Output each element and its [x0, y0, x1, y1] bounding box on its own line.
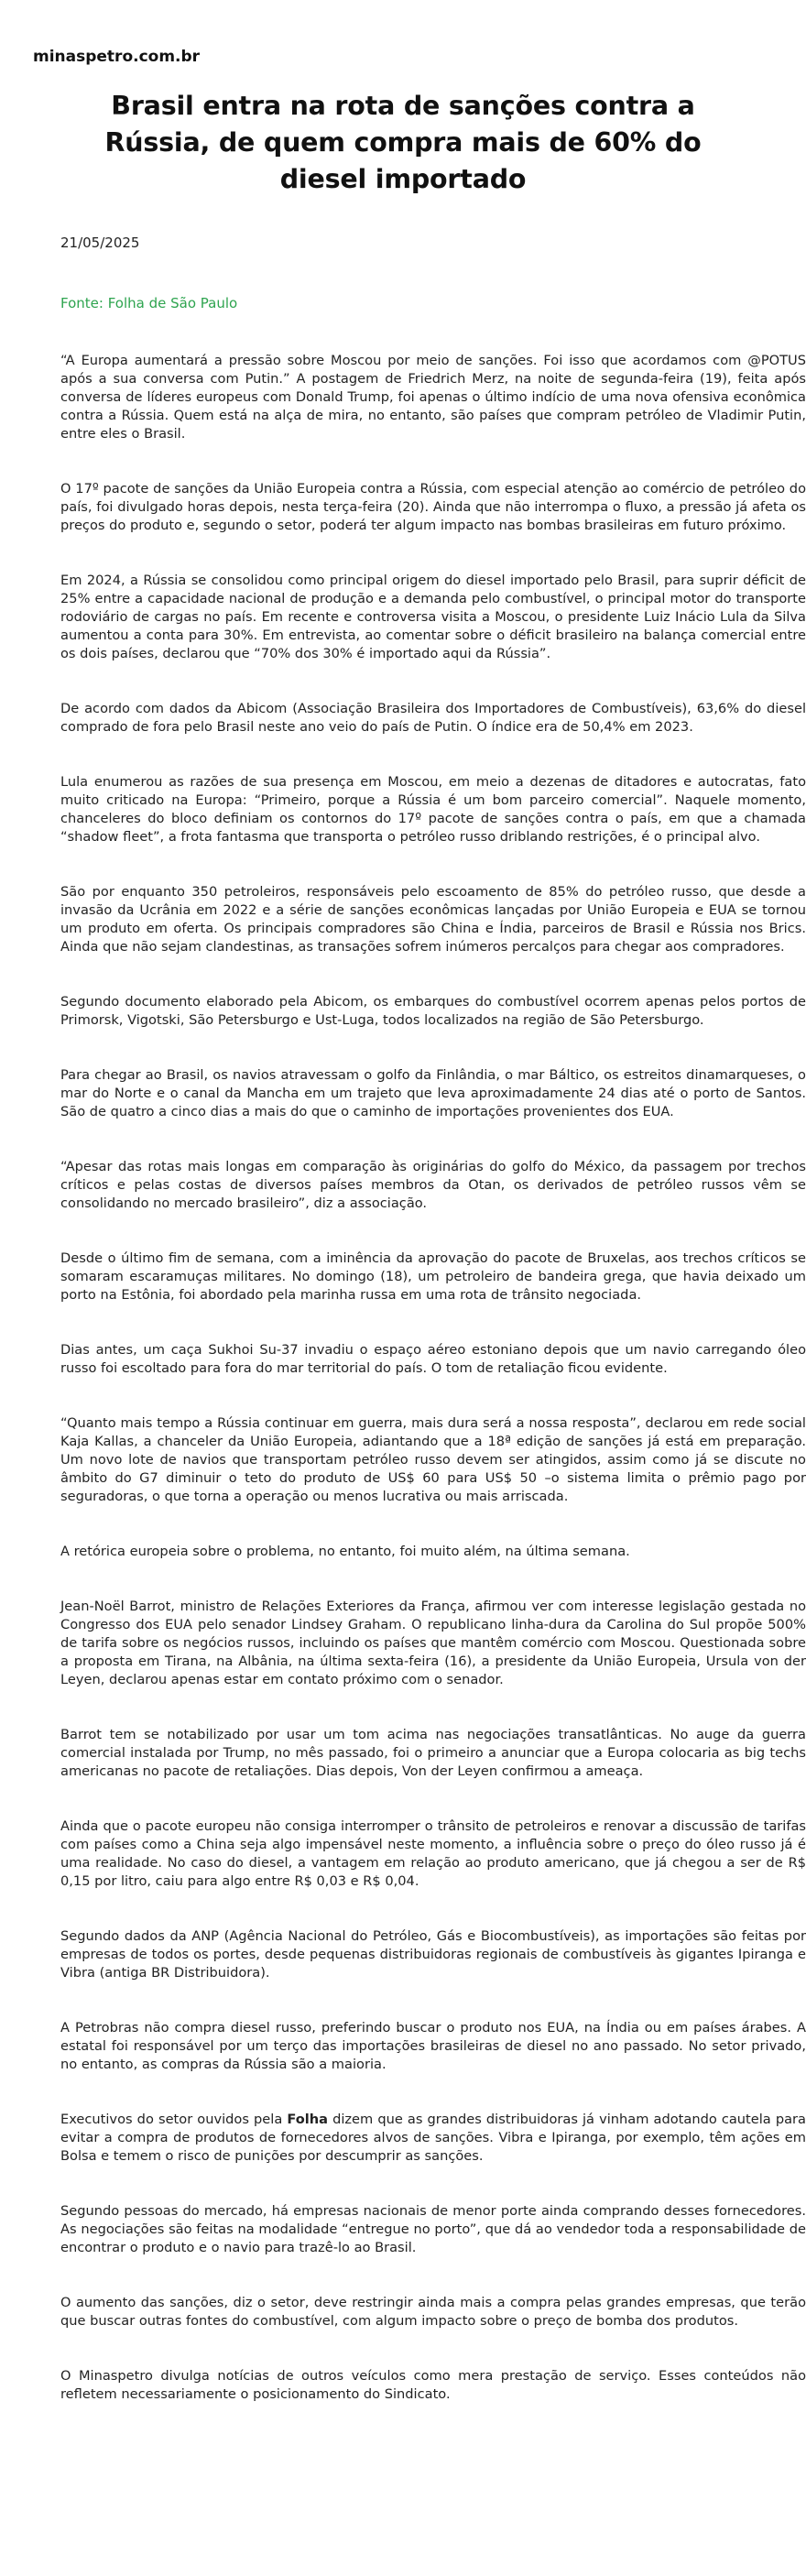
paragraph-9: “Apesar das rotas mais longas em comparação às originárias do golfo do México, da passagem por trechos críticos e pelas costas de diversos países membros da Otan, os derivados de petróleo russos vêm se consolidando no mercado brasileiro”, diz a associação. [60, 1159, 806, 1211]
article-source[interactable]: Fonte: Folha de São Paulo [60, 295, 238, 311]
site-name[interactable]: minaspetro.com.br [33, 48, 201, 66]
paragraph-19-start: Executivos do setor ouvidos pela [60, 2112, 288, 2127]
paragraph-7: Segundo documento elaborado pela Abicom, os embarques do combustível ocorrem apenas pelos portos de Primorsk, Vigotski, São Petersburgo e Ust-Luga, todos localizados na região de São Petersburgo. [60, 994, 806, 1028]
paragraph-21: O aumento das sanções, diz o setor, deve restringir ainda mais a compra pelas grandes empresas, que terão que buscar outras fontes do combustível, com algum impacto sobre o preço de bomba dos produtos. [60, 2295, 806, 2329]
paragraph-20: Segundo pessoas do mercado, há empresas nacionais de menor porte ainda comprando desses fornecedores. As negociações são feitas na modalidade “entregue no porto”, que dá ao vendedor toda a responsabilidade de encontrar o produto e o navio para trazê-lo ao Brasil. [60, 2203, 806, 2255]
paragraph-12: “Quanto mais tempo a Rússia continuar em guerra, mais dura será a nossa resposta”, declarou em rede social Kaja Kallas, a chanceler da União Europeia, adiantando que a 18ª edição de sanções já está em preparação. Um novo lote de navios que transportam petróleo russo devem ser atingidos, assim como já se discute no âmbito do G7 diminuir o teto do produto de US$ 60 para US$ 50 –o sistema limita o prêmio pago por seguradoras, o que torna a operação ou menos lucrativa ou mais arriscada. [60, 1415, 806, 1504]
article-body [60, 352, 806, 2440]
paragraph-1: “A Europa aumentará a pressão sobre Moscou por meio de sanções. Foi isso que acordamos com @POTUS após a sua conversa com Putin.” A postagem de Friedrich Merz, na noite de segunda-feira (19), feita após conversa de líderes europeus com Donald Trump, foi apenas o último indício de uma nova ofensiva econômica contra a Rússia. Quem está na alça de mira, no entanto, são países que compram petróleo de Vladimir Putin, entre eles o Brasil. [60, 353, 806, 442]
paragraph-10: Desde o último fim de semana, com a iminência da aprovação do pacote de Bruxelas, aos trechos críticos se somaram escaramuças militares. No domingo (18), um petroleiro de bandeira grega, que havia deixado um porto na Estônia, foi abordado pela marinha russa em uma rota de trânsito negociada. [60, 1250, 806, 1303]
paragraph-19 [60, 2111, 806, 2166]
article-title: Brasil entra na rota de sanções contra a Rússia, de quem compra mais de 60% do diesel importado [104, 91, 702, 194]
paragraph-6: São por enquanto 350 petroleiros, responsáveis pelo escoamento de 85% do petróleo russo, que desde a invasão da Ucrânia em 2022 e a série de sanções econômicas lançadas por União Europeia e EUA se tornou um produto em oferta. Os principais compradores são China e Índia, parceiros de Brasil e Rússia nos Brics. Ainda que não sejam clandestinas, as transações sofrem inúmeros percalços para chegar aos compradores. [60, 884, 806, 955]
paragraph-4: De acordo com dados da Abicom (Associação Brasileira dos Importadores de Combustíveis), 63,6% do diesel comprado de fora pelo Brasil neste ano veio do país de Putin. O índice era de 50,4% em 2023. [60, 701, 806, 735]
paragraph-18: A Petrobras não compra diesel russo, preferindo buscar o produto nos EUA, na Índia ou em países árabes. A estatal foi responsável por um terço das importações brasileiras de diesel no ano passado. No setor privado, no entanto, as compras da Rússia são a maioria. [60, 2020, 806, 2072]
disclaimer-paragraph: O Minaspetro divulga notícias de outros veículos como mera prestação de serviço. Esses conteúdos não refletem necessariamente o posicionamento do Sindicato. [60, 2368, 806, 2402]
paragraph-11: Dias antes, um caça Sukhoi Su-37 invadiu o espaço aéreo estoniano depois que um navio carregando óleo russo foi escoltado para fora do mar territorial do país. O tom de retaliação ficou evidente. [60, 1342, 806, 1376]
paragraph-2: O 17º pacote de sanções da União Europeia contra a Rússia, com especial atenção ao comércio de petróleo do país, foi divulgado horas depois, nesta terça-feira (20). Ainda que não interrompa o fluxo, a pressão já afeta os preços do produto e, segundo o setor, poderá ter algum impacto nas bombas brasileiras em futuro próximo. [60, 481, 806, 533]
paragraph-19-end: dizem que as grandes distribuidoras já vinham adotando cautela para evitar a compra de produtos de fornecedores alvos de sanções. Vibra e Ipiranga, por exemplo, têm ações em Bolsa e temem o risco de punições por descumprir as sanções. [60, 2112, 806, 2164]
paragraph-17: Segundo dados da ANP (Agência Nacional do Petróleo, Gás e Biocombustíveis), as importações são feitas por empresas de todos os portes, desde pequenas distribuidoras regionais de combustíveis às gigantes Ipiranga e Vibra (antiga BR Distribuidora). [60, 1928, 806, 1981]
paragraph-16: Ainda que o pacote europeu não consiga interromper o trânsito de petroleiros e renovar a discussão de tarifas com países como a China seja algo impensável neste momento, a influência sobre o preço do óleo russo já é uma realidade. No caso do diesel, a vantagem em relação ao produto americano, que já chegou a ser de R$ 0,15 por litro, caiu para algo entre R$ 0,03 e R$ 0,04. [60, 1818, 806, 1889]
paragraph-5: Lula enumerou as razões de sua presença em Moscou, em meio a dezenas de ditadores e autocratas, fato muito criticado na Europa: “Primeiro, porque a Rússia é um bom parceiro comercial”. Naquele momento, chanceleres do bloco definiam os contornos do 17º pacote de sanções contra o país, em que a chamada “shadow fleet”, a frota fantasma que transporta o petróleo russo driblando restrições, é o principal alvo. [60, 774, 806, 845]
folha-bold: Folha [287, 2112, 328, 2127]
paragraph-15: Barrot tem se notabilizado por usar um tom acima nas negociações transatlânticas. No auge da guerra comercial instalada por Trump, no mês passado, foi o primeiro a anunciar que a Europa colocaria as big techs americanas no pacote de retaliações. Dias depois, Von der Leyen confirmou a ameaça. [60, 1727, 806, 1779]
paragraph-13: A retórica europeia sobre o problema, no entanto, foi muito além, na última semana. [60, 1544, 630, 1559]
paragraph-3: Em 2024, a Rússia se consolidou como principal origem do diesel importado pelo Brasil, para suprir déficit de 25% entre a capacidade nacional de produção e a demanda pelo combustível, o principal motor do transporte rodoviário de cargas no país. Em recente e controversa visita a Moscou, o presidente Luiz Inácio Lula da Silva aumentou a conta para 30%. Em entrevista, ao comentar sobre o déficit brasileiro na balança comercial entre os dois países, declarou que “70% dos 30% é importado aqui da Rússia”. [60, 573, 806, 661]
paragraph-14: Jean-Noël Barrot, ministro de Relações Exteriores da França, afirmou ver com interesse legislação gestada no Congresso dos EUA pelo senador Lindsey Graham. O republicano linha-dura da Carolina do Sul propõe 500% de tarifa sobre os negócios russos, incluindo os países que mantêm comércio com Moscou. Questionada sobre a proposta em Tirana, na Albânia, na última sexta-feira (16), a presidente da União Europeia, Ursula von der Leyen, declarou apenas estar em contato próximo com o senador. [60, 1599, 806, 1687]
article-date: 21/05/2025 [60, 235, 140, 251]
paragraph-8: Para chegar ao Brasil, os navios atravessam o golfo da Finlândia, o mar Báltico, os estreitos dinamarqueses, o mar do Norte e o canal da Mancha em um trajeto que leva aproximadamente 24 dias até o porto de Santos. São de quatro a cinco dias a mais do que o caminho de importações provenientes dos EUA. [60, 1067, 806, 1119]
